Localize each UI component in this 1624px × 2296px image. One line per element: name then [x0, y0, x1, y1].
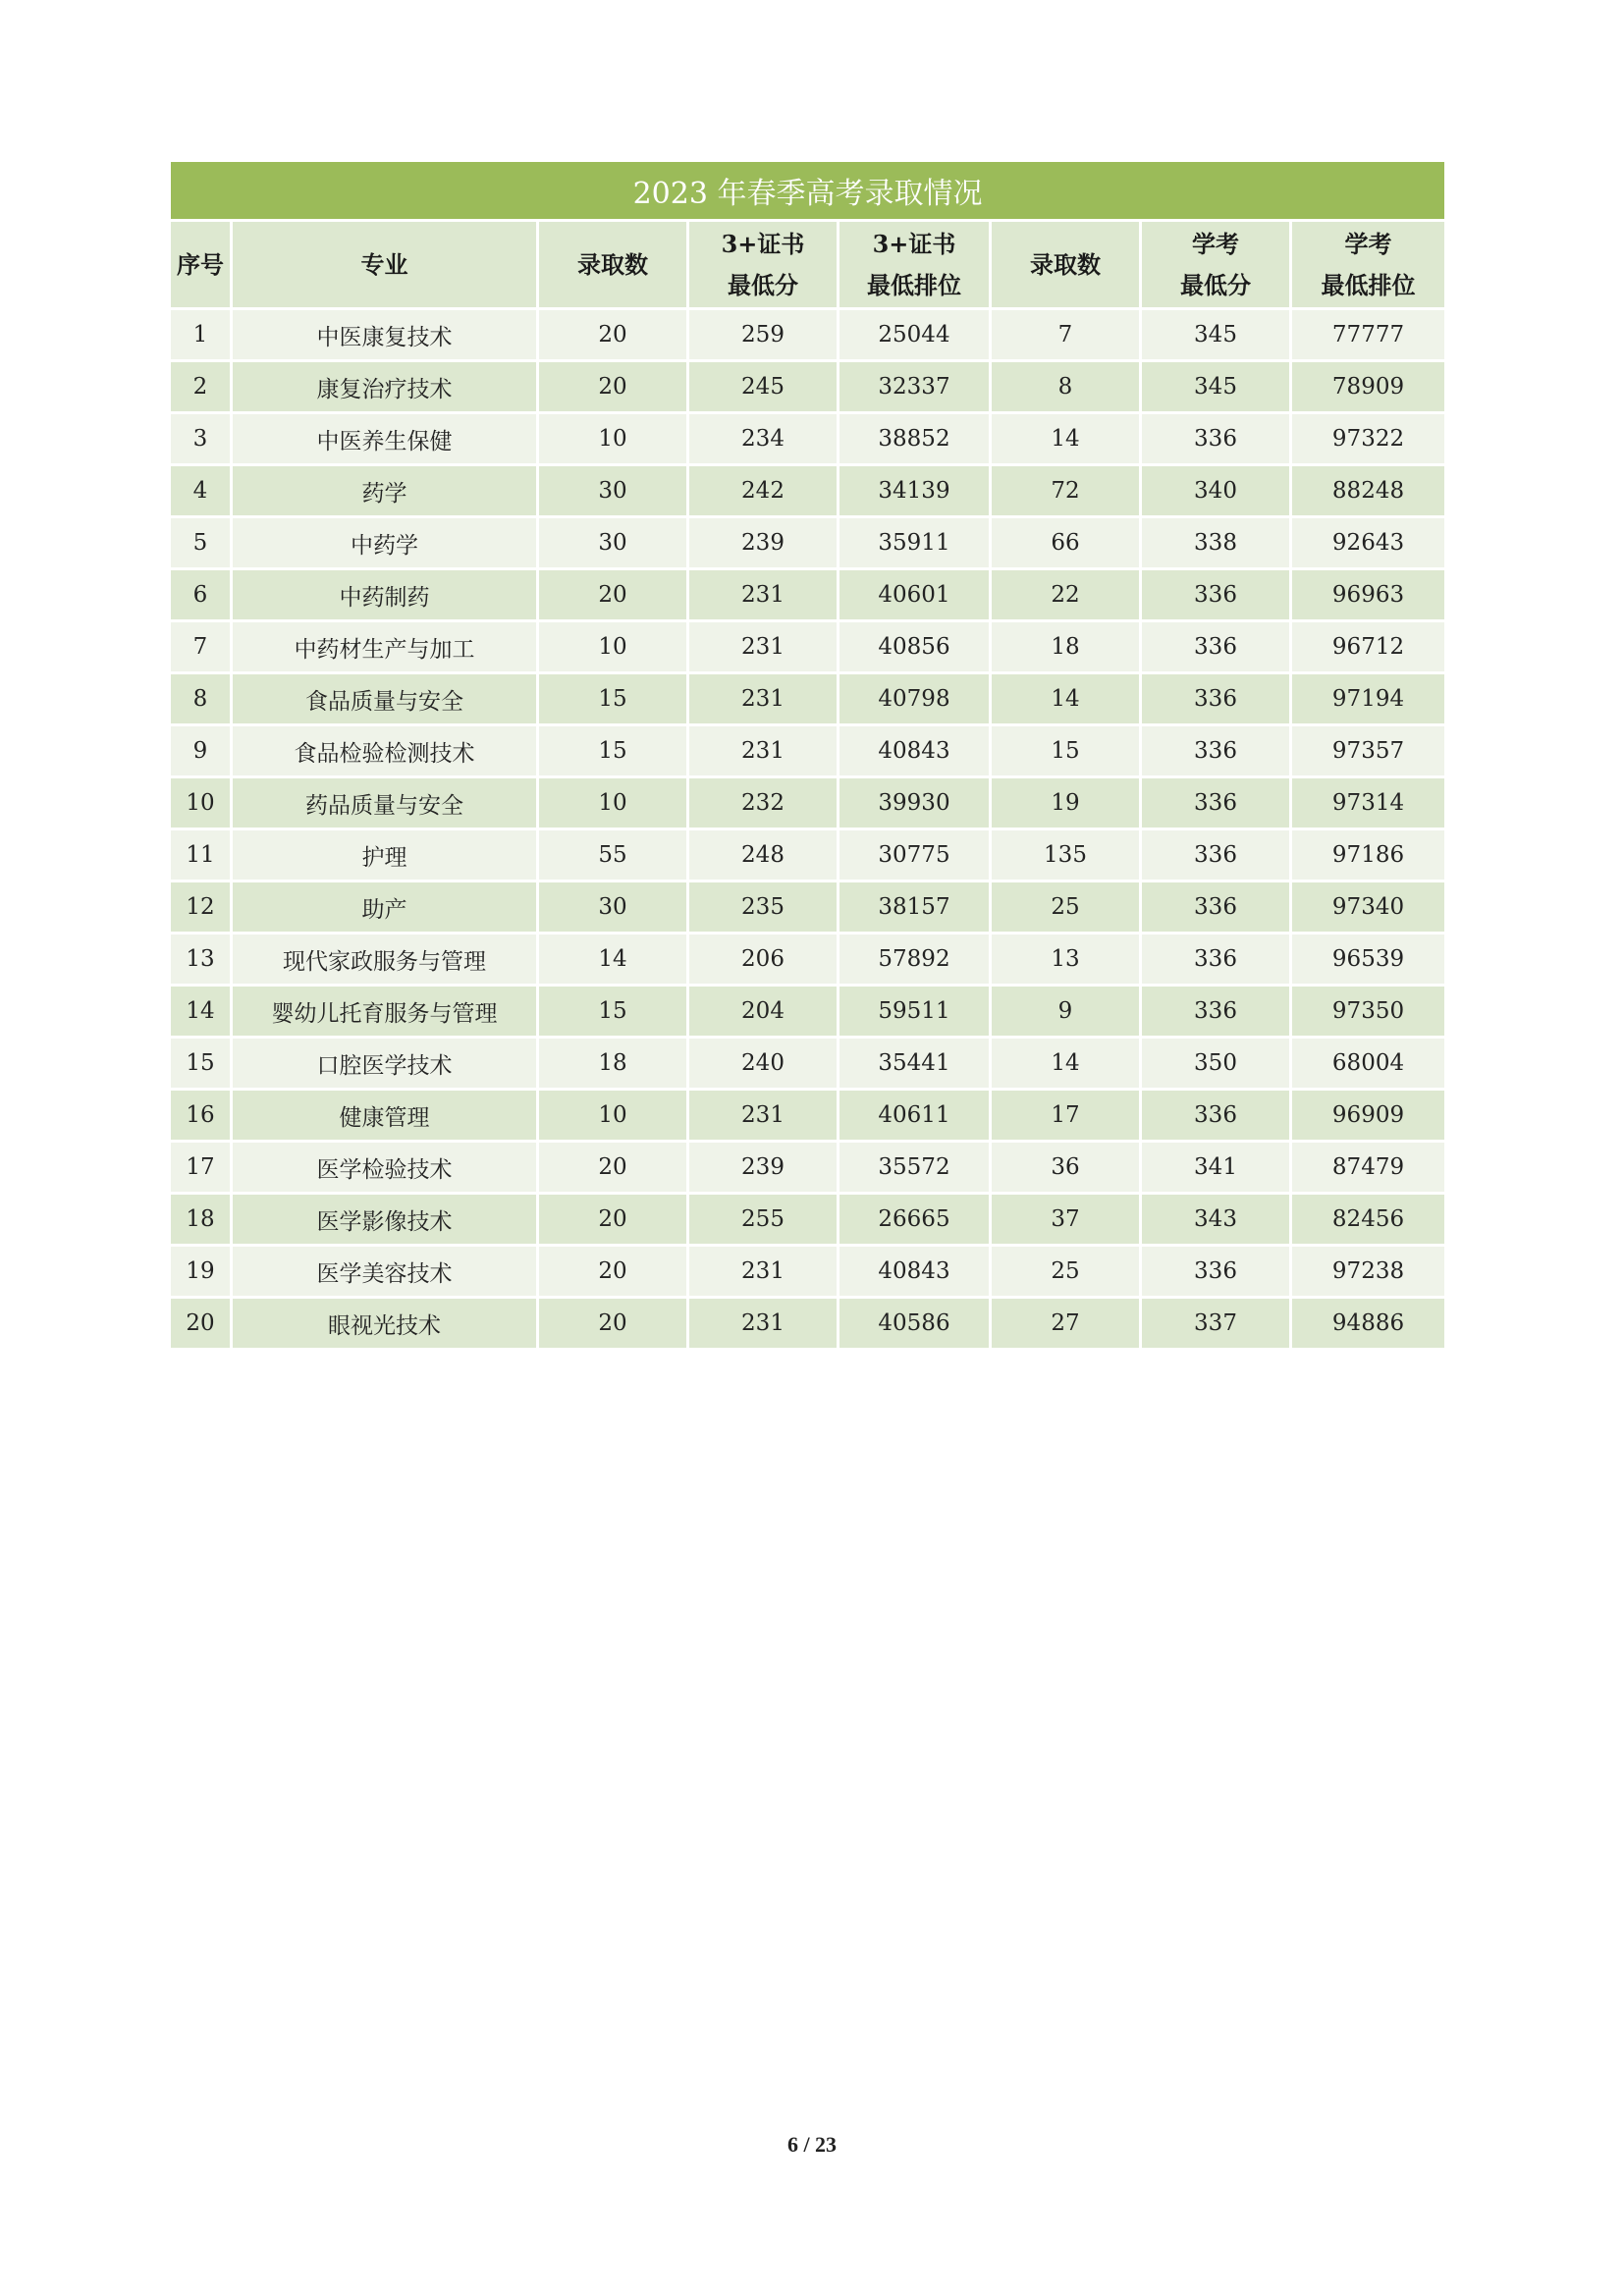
table-row	[170, 465, 1446, 517]
table-cell: 231	[688, 1090, 839, 1142]
table-cell: 72	[991, 465, 1141, 517]
table-cell: 97350	[1291, 986, 1446, 1038]
table-cell: 17	[170, 1142, 232, 1194]
table-cell: 336	[1141, 1090, 1291, 1142]
table-row	[170, 1142, 1446, 1194]
table-cell: 242	[688, 465, 839, 517]
table-cell: 3	[170, 413, 232, 465]
table-cell: 13	[991, 934, 1141, 986]
table-cell: 32337	[839, 361, 991, 413]
table-cell: 中药学	[232, 517, 538, 569]
table-cell: 40611	[839, 1090, 991, 1142]
table-cell: 10	[538, 621, 688, 673]
table-cell: 12	[170, 881, 232, 934]
table-cell: 94886	[1291, 1298, 1446, 1350]
table-cell: 中医养生保健	[232, 413, 538, 465]
table-cell: 245	[688, 361, 839, 413]
column-header-line: 专业	[360, 249, 408, 279]
table-cell: 59511	[839, 986, 991, 1038]
table-cell: 231	[688, 569, 839, 621]
table-cell: 336	[1141, 777, 1291, 829]
table-cell: 232	[688, 777, 839, 829]
table-cell: 10	[538, 1090, 688, 1142]
table-cell: 7	[991, 309, 1141, 361]
column-header-line: 学考	[1192, 229, 1239, 258]
table-cell: 336	[1141, 673, 1291, 725]
table-cell: 35572	[839, 1142, 991, 1194]
table-cell: 234	[688, 413, 839, 465]
table-cell: 1	[170, 309, 232, 361]
table-cell: 药品质量与安全	[232, 777, 538, 829]
admission-table-container	[168, 159, 1444, 1351]
table-cell: 20	[538, 1142, 688, 1194]
table-cell: 6	[170, 569, 232, 621]
table-row	[170, 777, 1446, 829]
table-cell: 30	[538, 881, 688, 934]
table-cell: 20	[538, 309, 688, 361]
table-cell: 健康管理	[232, 1090, 538, 1142]
table-cell: 336	[1141, 829, 1291, 881]
table-cell: 36	[991, 1142, 1141, 1194]
table-cell: 30	[538, 465, 688, 517]
table-row	[170, 569, 1446, 621]
table-cell: 97357	[1291, 725, 1446, 777]
table-cell: 77777	[1291, 309, 1446, 361]
table-cell: 34139	[839, 465, 991, 517]
table-cell: 239	[688, 517, 839, 569]
table-body	[170, 309, 1446, 1350]
table-cell: 20	[538, 569, 688, 621]
table-cell: 231	[688, 1246, 839, 1298]
table-cell: 医学美容技术	[232, 1246, 538, 1298]
column-header	[170, 221, 232, 309]
table-cell: 11	[170, 829, 232, 881]
table-cell: 20	[170, 1298, 232, 1350]
table-cell: 30	[538, 517, 688, 569]
table-row	[170, 309, 1446, 361]
table-row	[170, 829, 1446, 881]
table-cell: 248	[688, 829, 839, 881]
column-header-line: 最低分	[728, 270, 798, 299]
column-header	[688, 221, 839, 309]
table-cell: 医学检验技术	[232, 1142, 538, 1194]
table-cell: 7	[170, 621, 232, 673]
table-cell: 239	[688, 1142, 839, 1194]
table-cell: 22	[991, 569, 1141, 621]
table-cell: 341	[1141, 1142, 1291, 1194]
table-cell: 231	[688, 1298, 839, 1350]
column-header	[1141, 221, 1291, 309]
table-cell: 336	[1141, 934, 1291, 986]
table-cell: 336	[1141, 881, 1291, 934]
table-cell: 27	[991, 1298, 1141, 1350]
table-cell: 25044	[839, 309, 991, 361]
table-cell: 40843	[839, 725, 991, 777]
table-cell: 10	[538, 413, 688, 465]
table-cell: 8	[170, 673, 232, 725]
table-cell: 40856	[839, 621, 991, 673]
column-header-line: 学考	[1344, 229, 1392, 258]
table-cell: 14	[991, 413, 1141, 465]
table-cell: 96712	[1291, 621, 1446, 673]
table-cell: 13	[170, 934, 232, 986]
table-cell: 40798	[839, 673, 991, 725]
table-cell: 88248	[1291, 465, 1446, 517]
table-cell: 336	[1141, 569, 1291, 621]
table-cell: 40586	[839, 1298, 991, 1350]
table-cell: 医学影像技术	[232, 1194, 538, 1246]
column-header-line: 最低排位	[867, 270, 961, 299]
table-cell: 78909	[1291, 361, 1446, 413]
table-cell: 10	[538, 777, 688, 829]
page-number: 6 / 23	[786, 2132, 838, 2157]
table-cell: 药学	[232, 465, 538, 517]
table-cell: 97340	[1291, 881, 1446, 934]
table-cell: 240	[688, 1038, 839, 1090]
table-cell: 助产	[232, 881, 538, 934]
table-cell: 14	[991, 673, 1141, 725]
table-cell: 231	[688, 725, 839, 777]
table-cell: 18	[538, 1038, 688, 1090]
column-header	[991, 221, 1141, 309]
table-cell: 9	[170, 725, 232, 777]
table-cell: 231	[688, 673, 839, 725]
table-cell: 中药制药	[232, 569, 538, 621]
table-cell: 中药材生产与加工	[232, 621, 538, 673]
table-cell: 30775	[839, 829, 991, 881]
table-cell: 336	[1141, 621, 1291, 673]
table-cell: 食品质量与安全	[232, 673, 538, 725]
table-cell: 14	[170, 986, 232, 1038]
table-cell: 14	[991, 1038, 1141, 1090]
table-cell: 337	[1141, 1298, 1291, 1350]
table-cell: 97194	[1291, 673, 1446, 725]
table-row	[170, 1298, 1446, 1350]
table-cell: 40843	[839, 1246, 991, 1298]
table-cell: 9	[991, 986, 1141, 1038]
table-cell: 35911	[839, 517, 991, 569]
table-cell: 235	[688, 881, 839, 934]
table-cell: 97314	[1291, 777, 1446, 829]
table-cell: 15	[538, 673, 688, 725]
column-header	[1291, 221, 1446, 309]
table-cell: 20	[538, 361, 688, 413]
table-row	[170, 1038, 1446, 1090]
table-cell: 55	[538, 829, 688, 881]
table-cell: 10	[170, 777, 232, 829]
table-cell: 18	[170, 1194, 232, 1246]
table-cell: 255	[688, 1194, 839, 1246]
table-cell: 343	[1141, 1194, 1291, 1246]
column-header-line: 录取数	[1030, 249, 1101, 279]
column-header	[232, 221, 538, 309]
table-cell: 中医康复技术	[232, 309, 538, 361]
table-cell: 92643	[1291, 517, 1446, 569]
table-row	[170, 1194, 1446, 1246]
table-cell: 340	[1141, 465, 1291, 517]
table-cell: 336	[1141, 1246, 1291, 1298]
table-cell: 18	[991, 621, 1141, 673]
table-cell: 231	[688, 621, 839, 673]
table-cell: 26665	[839, 1194, 991, 1246]
table-cell: 336	[1141, 986, 1291, 1038]
table-cell: 14	[538, 934, 688, 986]
table-cell: 206	[688, 934, 839, 986]
table-row	[170, 673, 1446, 725]
table-row	[170, 361, 1446, 413]
table-cell: 护理	[232, 829, 538, 881]
table-cell: 87479	[1291, 1142, 1446, 1194]
table-cell: 57892	[839, 934, 991, 986]
table-cell: 97238	[1291, 1246, 1446, 1298]
table-cell: 38852	[839, 413, 991, 465]
table-cell: 40601	[839, 569, 991, 621]
column-header-line: 最低分	[1180, 270, 1251, 299]
table-row	[170, 413, 1446, 465]
table-cell: 35441	[839, 1038, 991, 1090]
table-cell: 96539	[1291, 934, 1446, 986]
table-cell: 345	[1141, 361, 1291, 413]
table-cell: 食品检验检测技术	[232, 725, 538, 777]
table-cell: 25	[991, 881, 1141, 934]
column-header-line: 3+证书	[721, 229, 805, 258]
column-header-line: 最低排位	[1321, 270, 1416, 299]
table-cell: 眼视光技术	[232, 1298, 538, 1350]
table-cell: 2	[170, 361, 232, 413]
table-cell: 39930	[839, 777, 991, 829]
table-row	[170, 1090, 1446, 1142]
table-cell: 19	[170, 1246, 232, 1298]
table-cell: 97186	[1291, 829, 1446, 881]
table-cell: 204	[688, 986, 839, 1038]
table-cell: 37	[991, 1194, 1141, 1246]
table-cell: 15	[538, 986, 688, 1038]
table-cell: 25	[991, 1246, 1141, 1298]
table-cell: 135	[991, 829, 1141, 881]
table-cell: 8	[991, 361, 1141, 413]
table-cell: 4	[170, 465, 232, 517]
table-cell: 现代家政服务与管理	[232, 934, 538, 986]
table-cell: 82456	[1291, 1194, 1446, 1246]
table-title: 2023 年春季高考录取情况	[170, 161, 1446, 221]
table-cell: 345	[1141, 309, 1291, 361]
table-cell: 259	[688, 309, 839, 361]
admission-table	[168, 159, 1447, 1351]
column-header-line: 序号	[177, 249, 224, 279]
table-cell: 20	[538, 1298, 688, 1350]
table-cell: 19	[991, 777, 1141, 829]
table-cell: 5	[170, 517, 232, 569]
column-header-line: 3+证书	[872, 229, 956, 258]
table-row	[170, 621, 1446, 673]
column-header	[538, 221, 688, 309]
table-cell: 20	[538, 1194, 688, 1246]
table-cell: 15	[538, 725, 688, 777]
table-cell: 16	[170, 1090, 232, 1142]
table-row	[170, 1246, 1446, 1298]
table-cell: 66	[991, 517, 1141, 569]
table-cell: 336	[1141, 413, 1291, 465]
table-cell: 68004	[1291, 1038, 1446, 1090]
table-cell: 15	[170, 1038, 232, 1090]
table-cell: 15	[991, 725, 1141, 777]
table-header-row	[170, 221, 1446, 309]
table-cell: 38157	[839, 881, 991, 934]
table-cell: 336	[1141, 725, 1291, 777]
table-row	[170, 934, 1446, 986]
table-cell: 97322	[1291, 413, 1446, 465]
table-row	[170, 725, 1446, 777]
table-cell: 康复治疗技术	[232, 361, 538, 413]
table-cell: 17	[991, 1090, 1141, 1142]
table-cell: 96963	[1291, 569, 1446, 621]
table-row	[170, 517, 1446, 569]
table-cell: 338	[1141, 517, 1291, 569]
table-cell: 婴幼儿托育服务与管理	[232, 986, 538, 1038]
column-header-line: 录取数	[577, 249, 648, 279]
table-cell: 20	[538, 1246, 688, 1298]
table-row	[170, 986, 1446, 1038]
table-cell: 96909	[1291, 1090, 1446, 1142]
column-header	[839, 221, 991, 309]
table-row	[170, 881, 1446, 934]
table-cell: 350	[1141, 1038, 1291, 1090]
table-cell: 口腔医学技术	[232, 1038, 538, 1090]
